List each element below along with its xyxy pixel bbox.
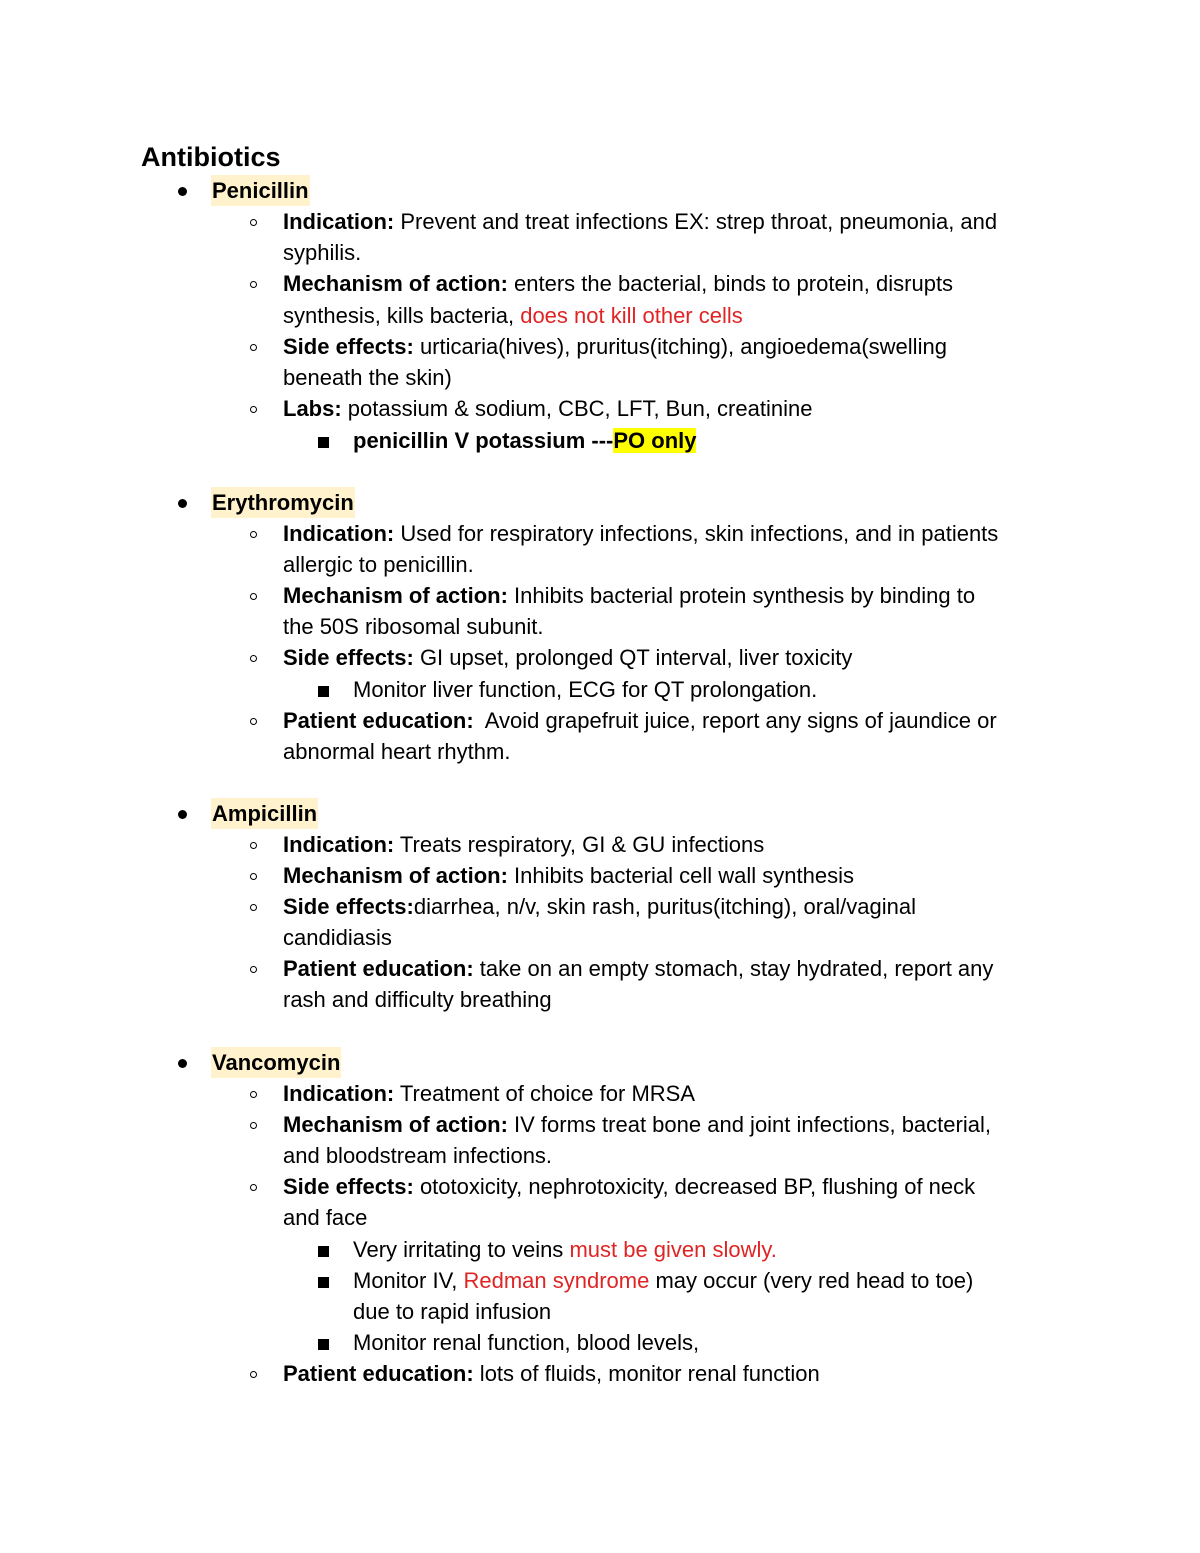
item-text: Avoid grapefruit juice, report any signs of jaundice or [473, 708, 997, 733]
item-label: Side effects: [283, 1174, 414, 1199]
bullet-circle [250, 593, 257, 600]
item-label: Indication: [283, 209, 395, 234]
item-text: Used for respiratory infections, skin infections, and in patients [394, 521, 999, 546]
bullet-circle [250, 873, 257, 880]
item-label: Mechanism of action: [283, 1112, 508, 1137]
indication-item [283, 206, 1063, 237]
sub-note-text: Monitor IV, [353, 1268, 464, 1293]
bullet-circle [250, 531, 257, 538]
bullet-circle [250, 1122, 257, 1129]
bullet-circle [250, 904, 257, 911]
bullet-circle [250, 406, 257, 413]
page-title: Antibiotics [141, 142, 281, 172]
bullet-square [318, 1277, 329, 1288]
sub-note-text: Very irritating to veins [353, 1237, 570, 1262]
mechanism-item [283, 1109, 1063, 1140]
item-text: IV forms treat bone and joint infections, bacterial, [507, 1112, 991, 1137]
item-text-cont: abnormal heart rhythm. [283, 739, 511, 764]
item-text: diarrhea, n/v, skin rash, puritus(itching), oral/vaginal [413, 894, 916, 919]
item-text: enters the bacterial, binds to protein, disrupts [507, 271, 954, 296]
item-text: urticaria(hives), pruritus(itching), angioedema(swelling [413, 334, 947, 359]
item-text-cont [283, 300, 1063, 331]
item-label: Patient education: [283, 1361, 474, 1386]
item-text: lots of fluids, monitor renal function [473, 1361, 820, 1386]
bullet-dot [178, 499, 187, 508]
bullet-circle [250, 219, 257, 226]
bullet-circle [250, 966, 257, 973]
indication-item [283, 518, 1063, 549]
bullet-square [318, 686, 329, 697]
sub-note-text: penicillin V potassium --- [353, 428, 614, 453]
education-item [283, 705, 1063, 736]
item-text-cont: beneath the skin) [283, 365, 452, 390]
item-text-cont: and bloodstream infections. [283, 1143, 553, 1168]
bullet-circle [250, 281, 257, 288]
mechanism-item [283, 580, 1063, 611]
item-label: Patient education: [283, 956, 474, 981]
bullet-square [318, 1339, 329, 1350]
bullet-circle [250, 1371, 257, 1378]
item-text-cont: syphilis. [283, 240, 362, 265]
item-label: Indication: [283, 832, 395, 857]
item-text: Inhibits bacterial protein synthesis by binding to [507, 583, 976, 608]
item-label: Patient education: [283, 708, 474, 733]
side-effects-item [283, 331, 1063, 362]
sub-note: Monitor liver function, ECG for QT prolongation. [353, 677, 818, 702]
bullet-dot [178, 1059, 187, 1068]
item-text: take on an empty stomach, stay hydrated, report any [473, 956, 994, 981]
education-item [283, 1358, 1063, 1389]
indication-item [283, 1078, 1063, 1109]
bullet-circle [250, 1184, 257, 1191]
mechanism-item [283, 860, 1063, 891]
sub-note-text: may occur (very red head to toe) [649, 1268, 974, 1293]
red-note: must be given slowly. [569, 1237, 777, 1262]
drug-name: Vancomycin [211, 1047, 341, 1078]
item-label: Side effects: [283, 645, 414, 670]
item-text: GI upset, prolonged QT interval, liver toxicity [413, 645, 853, 670]
bullet-circle [250, 1091, 257, 1098]
item-text-cont: the 50S ribosomal subunit. [283, 614, 544, 639]
item-label: Mechanism of action: [283, 271, 508, 296]
item-text-cont: and face [283, 1205, 368, 1230]
side-effects-item [283, 891, 1063, 922]
item-label: Side effects: [283, 894, 414, 919]
item-label: Indication: [283, 521, 395, 546]
labs-item [283, 393, 1063, 424]
side-effects-item [283, 642, 1063, 673]
item-text-cont: rash and difficulty breathing [283, 987, 552, 1012]
item-text: ototoxicity, nephrotoxicity, decreased BP, flushing of neck [413, 1174, 976, 1199]
side-effects-item [283, 1171, 1063, 1202]
item-text-cont: allergic to penicillin. [283, 552, 474, 577]
item-text: Treats respiratory, GI & GU infections [394, 832, 765, 857]
drug-name: Ampicillin [211, 798, 318, 829]
sub-note [353, 1265, 1053, 1296]
sub-note: Monitor renal function, blood levels, [353, 1330, 700, 1355]
indication-item [283, 829, 1063, 860]
sub-note [353, 425, 1053, 456]
drug-name: Erythromycin [211, 487, 355, 518]
highlighted-note: PO only [613, 428, 697, 453]
bullet-circle [250, 655, 257, 662]
bullet-dot [178, 810, 187, 819]
sub-note-cont: due to rapid infusion [353, 1299, 552, 1324]
item-label: Side effects: [283, 334, 414, 359]
item-label: Labs: [283, 396, 342, 421]
bullet-square [318, 437, 329, 448]
item-text: Prevent and treat infections EX: strep throat, pneumonia, and [394, 209, 998, 234]
education-item [283, 953, 1063, 984]
bullet-circle [250, 842, 257, 849]
item-label: Mechanism of action: [283, 863, 508, 888]
item-text: potassium & sodium, CBC, LFT, Bun, creatinine [341, 396, 813, 421]
drug-name: Penicillin [211, 175, 310, 206]
sub-note [353, 1234, 1053, 1265]
item-text: synthesis, kills bacteria, [283, 303, 521, 328]
item-label: Indication: [283, 1081, 395, 1106]
bullet-circle [250, 344, 257, 351]
item-text-cont: candidiasis [283, 925, 392, 950]
bullet-dot [178, 187, 187, 196]
red-note: does not kill other cells [520, 303, 743, 328]
mechanism-item [283, 268, 1063, 299]
bullet-circle [250, 718, 257, 725]
item-label: Mechanism of action: [283, 583, 508, 608]
item-text: Treatment of choice for MRSA [394, 1081, 695, 1106]
item-text: Inhibits bacterial cell wall synthesis [507, 863, 854, 888]
red-note: Redman syndrome [463, 1268, 650, 1293]
bullet-square [318, 1246, 329, 1257]
